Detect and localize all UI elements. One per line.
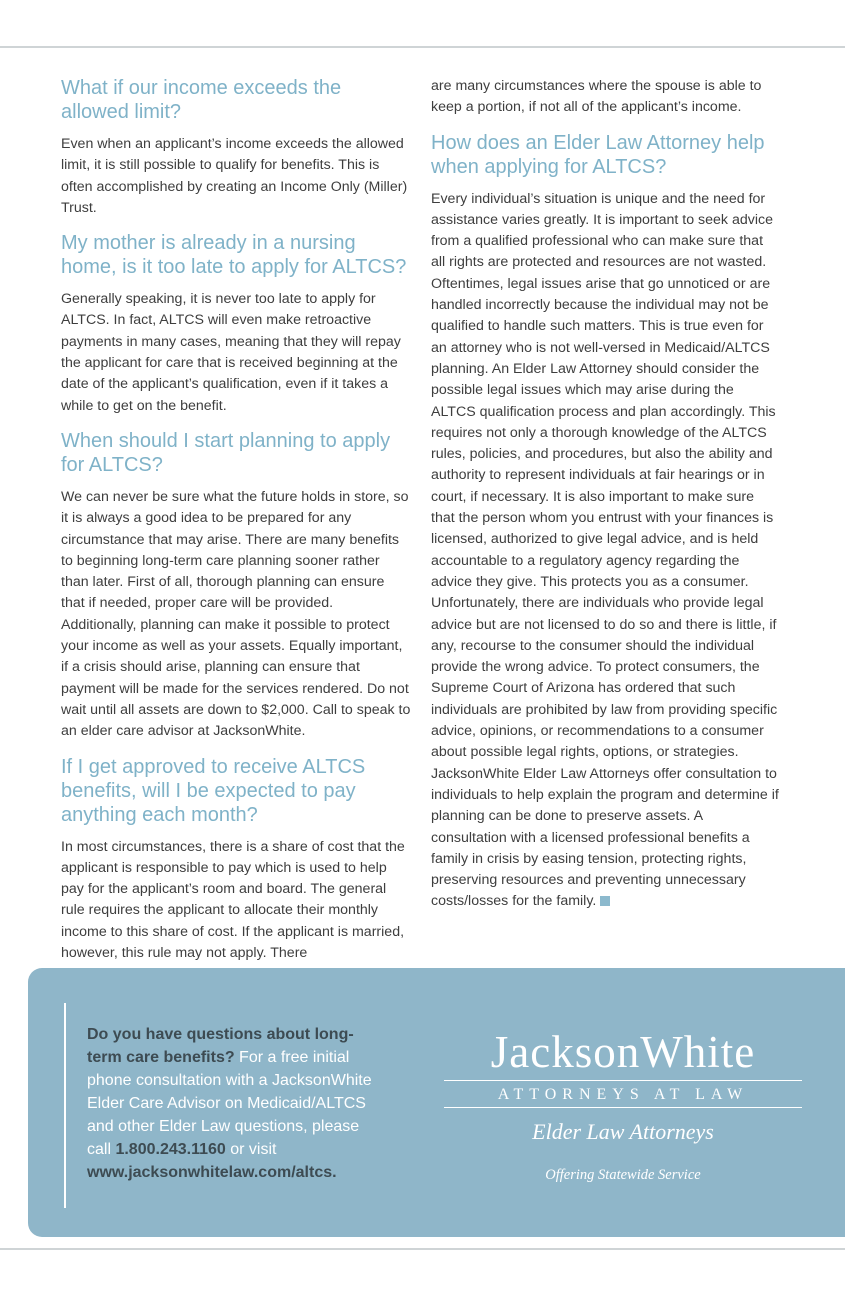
faq-answer: In most circumstances, there is a share of cost that the applicant is responsible to pay which is used to help pay for the applicant’s room and board. The general rule requires the applicant to allocate their monthly income to this share of cost. If the applicant is married, however, this rule may not apply. There [61,838,405,962]
faq-heading: How does an Elder Law Attorney help when applying for ALTCS? [431,131,765,178]
logo-subtitle: ATTORNEYS AT LAW [497,1086,749,1103]
contact-panel [28,968,845,1237]
end-of-article-mark [600,896,610,906]
faq-heading: What if our income exceeds the allowed limit? [61,77,342,123]
faq-answer: Generally speaking, it is never too late to apply for ALTCS. In fact, ALTCS will even make retroactive payments in many cases, meaning that they will repay the applicant for care that is received beginning at the date of the applicant’s qualification, even if it takes a while to get on the benefit. [61,291,401,414]
contact-body-1: For a free initial phone consultation with a JacksonWhite Elder Care Advisor on Medicaid/ALTCS and other Elder Law questions, please call [87,1049,372,1158]
phone-number[interactable]: 1.800.243.1160 [115,1141,226,1158]
service-line: Offering Statewide Service [545,1167,701,1183]
continued-paragraph: are many circumstances where the spouse is able to keep a portion, if not all of the applicant’s income. [431,78,762,116]
jacksonwhite-logo [444,1026,802,1184]
left-column [61,76,411,976]
contact-text [87,1023,387,1184]
faq-income-limit [61,76,411,219]
faq-answer [431,189,781,913]
panel-divider-line [64,1003,66,1208]
faq-nursing-home [61,231,411,417]
logo-rule [444,1107,802,1108]
bottom-divider [0,1248,845,1250]
faq-heading: If I get approved to receive ALTCS benefits, will I be expected to pay anything each month? [61,755,366,826]
right-column [431,76,781,925]
contact-body-2: or visit [225,1141,277,1158]
contact-question: Do you have questions about long-term care benefits? [87,1026,354,1066]
faq-monthly-payment [61,755,411,965]
faq-heading: My mother is already in a nursing home, is it too late to apply for ALTCS? [61,232,407,279]
faq-heading: When should I start planning to apply for ALTCS? [61,429,391,476]
faq-answer-text: Every individual’s situation is unique and the need for assistance varies greatly. It is important to seek advice from a qualified professional who can make sure that all rights are protected and resources are not wasted. Oftentimes, legal issues arise that go unnoticed or are handled incorrectly because the individual may not be qualified to handle such matters. This is true even for an attorney who is not well-versed in Medicaid/ALTCS planning. An Elder Law Attorney should consider the possible legal issues which may arise during the ALTCS qualification process and plan accordingly. This requires not only a thorough knowledge of the ALTCS rules, policies, and procedures, but also the ability and authority to represent individuals at fair hearings or in court, if necessary. It is also important to make sure that the person whom you entrust with your finances is licensed, authorized to give legal advice, and is held accountable to a regulatory agency regarding the advice they give. This protects you as a consumer. Unfortunately, there are individuals who provide legal advice but are not licensed to do so and there is little, if any, recourse to the consumer should the individual provide the wrong advice. To protect consumers, the Supreme Court of Arizona has ordered that such individuals are prohibited by law from providing specific advice, opinions, or recommendations to a consumer about possible legal rights, options, or strategies. JacksonWhite Elder Law Attorneys offer consultation to individuals to help explain the program and determine if planning can be done to preserve assets. A consultation with a licensed professional benefits a family in crisis by easing tension, protecting rights, preserving resources and preventing unnecessary costs/losses for the family. [431,190,779,910]
top-divider [0,46,845,48]
faq-answer: Even when an applicant’s income exceeds the allowed limit, it is still possible to qualify for benefits. This is often accomplished by creating an Income Only (Miller) Trust. [61,136,408,216]
faq-elder-law-attorney [431,131,781,913]
faq-when-to-plan [61,429,411,743]
faq-answer: We can never be sure what the future holds in store, so it is always a good idea to be prepared for any circumstance that may arise. There are many benefits to beginning long-term care planning sooner rather than later. First of all, thorough planning can ensure that if needed, proper care will be provided. Additionally, planning can make it possible to protect your income as well as your assets. Equally important, if a crisis should arise, planning can ensure that payment will be made for the services rendered. Do not wait until all assets are down to $2,000. Call to speak to an elder care advisor at JacksonWhite. [61,488,411,740]
logo-tagline: Elder Law Attorneys [532,1119,714,1144]
website-link[interactable]: www.jacksonwhitelaw.com/altcs. [87,1164,337,1181]
logo-name: JacksonWhite [490,1027,756,1077]
logo-rule [444,1080,802,1081]
